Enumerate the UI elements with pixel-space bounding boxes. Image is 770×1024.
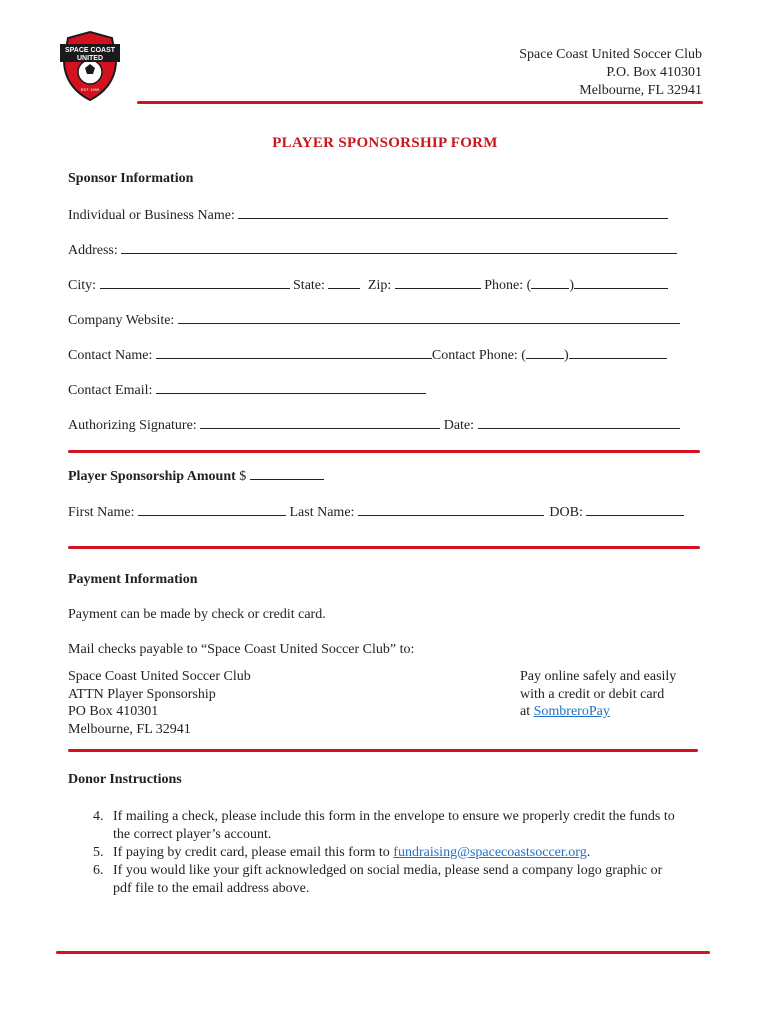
online-line-1: Pay online safely and easily: [520, 669, 677, 684]
signature-row: [68, 416, 680, 434]
online-payment: [520, 668, 676, 721]
address-row: [68, 241, 677, 259]
signature-field[interactable]: [200, 416, 440, 429]
contact-email-field[interactable]: [156, 381, 426, 394]
state-field[interactable]: [328, 276, 360, 289]
footer-divider: [56, 951, 710, 954]
amount-field[interactable]: [250, 467, 324, 480]
mail-address-line: Melbourne, FL 32941: [68, 721, 191, 737]
city-row: [68, 276, 668, 294]
mail-instructions: Mail checks payable to “Space Coast United Soccer Club” to:: [68, 642, 415, 657]
mail-address-line: ATTN Player Sponsorship: [68, 686, 216, 702]
phone-close: ): [569, 278, 574, 293]
mail-address-line: Space Coast United Soccer Club: [68, 669, 251, 684]
contact-phone-close: ): [563, 348, 569, 363]
sombreropay-link[interactable]: SombreroPay: [533, 704, 610, 719]
payment-heading: Payment Information: [68, 572, 198, 587]
org-name: Space Coast United Soccer Club: [519, 47, 702, 62]
org-city: Melbourne, FL 32941: [579, 83, 702, 98]
date-field[interactable]: [478, 416, 680, 429]
first-name-label: First Name:: [68, 505, 135, 520]
list-text: .: [586, 845, 591, 860]
business-name-row: [68, 206, 668, 224]
list-text: If paying by credit card, please email this form to: [113, 845, 390, 860]
zip-field[interactable]: [395, 276, 481, 289]
phone-area-field[interactable]: [531, 276, 569, 289]
online-line-2: with a credit or debit card: [520, 686, 665, 702]
list-text: pdf file to the email address above.: [113, 881, 310, 896]
city-label: City:: [68, 278, 97, 293]
mail-address: [68, 668, 251, 738]
list-text: If mailing a check, please include this form in the envelope to ensure we properly credit the funds to: [113, 809, 675, 824]
list-number: 5.: [93, 845, 104, 860]
phone-field[interactable]: [574, 276, 668, 289]
list-item: [93, 844, 713, 862]
list-number: 6.: [93, 863, 104, 878]
fundraising-email-link[interactable]: fundraising@spacecoastsoccer.org: [393, 845, 587, 860]
last-name-label: Last Name:: [289, 505, 355, 520]
signature-label: Authorizing Signature:: [68, 418, 197, 433]
contact-phone-field[interactable]: [569, 346, 667, 359]
dob-label: DOB:: [549, 505, 583, 520]
address-field[interactable]: [121, 241, 677, 254]
sponsor-divider: [68, 450, 700, 453]
donor-heading: Donor Instructions: [68, 772, 182, 787]
contact-name-label: Contact Name:: [68, 348, 153, 363]
zip-label: Zip:: [367, 278, 392, 293]
first-name-field[interactable]: [138, 503, 286, 516]
business-name-label: Individual or Business Name:: [68, 208, 235, 223]
list-item: [93, 808, 713, 844]
contact-email-label: Contact Email:: [68, 383, 153, 398]
logo-text-3: EST. 1999: [80, 87, 100, 92]
sponsor-heading: Sponsor Information: [68, 171, 194, 186]
state-label: State:: [293, 278, 325, 293]
donor-list: [93, 808, 713, 898]
payment-divider: [68, 749, 698, 752]
contact-phone-label: Contact Phone: (: [431, 348, 526, 363]
list-text: If you would like your gift acknowledged on social media, please send a company logo graphic or: [113, 863, 663, 878]
business-name-field[interactable]: [238, 206, 668, 219]
website-row: [68, 311, 680, 329]
org-po-box: P.O. Box 410301: [606, 65, 702, 80]
logo-text-2: UNITED: [76, 55, 104, 62]
mail-address-line: PO Box 410301: [68, 704, 159, 719]
contact-row: [68, 346, 667, 364]
amount-symbol: $: [239, 469, 247, 484]
amount-row: [68, 467, 324, 485]
list-text: the correct player’s account.: [113, 827, 272, 842]
list-number: 4.: [93, 809, 104, 824]
website-field[interactable]: [178, 311, 680, 324]
club-logo: [52, 30, 128, 102]
player-divider: [68, 546, 700, 549]
player-name-row: [68, 503, 684, 521]
logo-text-1: SPACE COAST: [64, 47, 116, 54]
address-label: Address:: [68, 243, 118, 258]
contact-name-field[interactable]: [156, 346, 432, 359]
website-label: Company Website:: [68, 313, 175, 328]
dob-field[interactable]: [586, 503, 684, 516]
city-field[interactable]: [100, 276, 290, 289]
org-address: [519, 46, 702, 100]
amount-label: Player Sponsorship Amount: [68, 469, 236, 484]
online-line-3-prefix: at: [520, 704, 531, 719]
list-item: [93, 862, 713, 898]
contact-email-row: [68, 381, 426, 399]
last-name-field[interactable]: [358, 503, 544, 516]
form-title: PLAYER SPONSORSHIP FORM: [272, 135, 498, 151]
phone-label: Phone: (: [484, 278, 532, 293]
header-divider: [137, 101, 703, 104]
contact-phone-area-field[interactable]: [526, 346, 564, 359]
payment-intro: Payment can be made by check or credit card.: [68, 607, 326, 622]
date-label: Date:: [443, 418, 475, 433]
